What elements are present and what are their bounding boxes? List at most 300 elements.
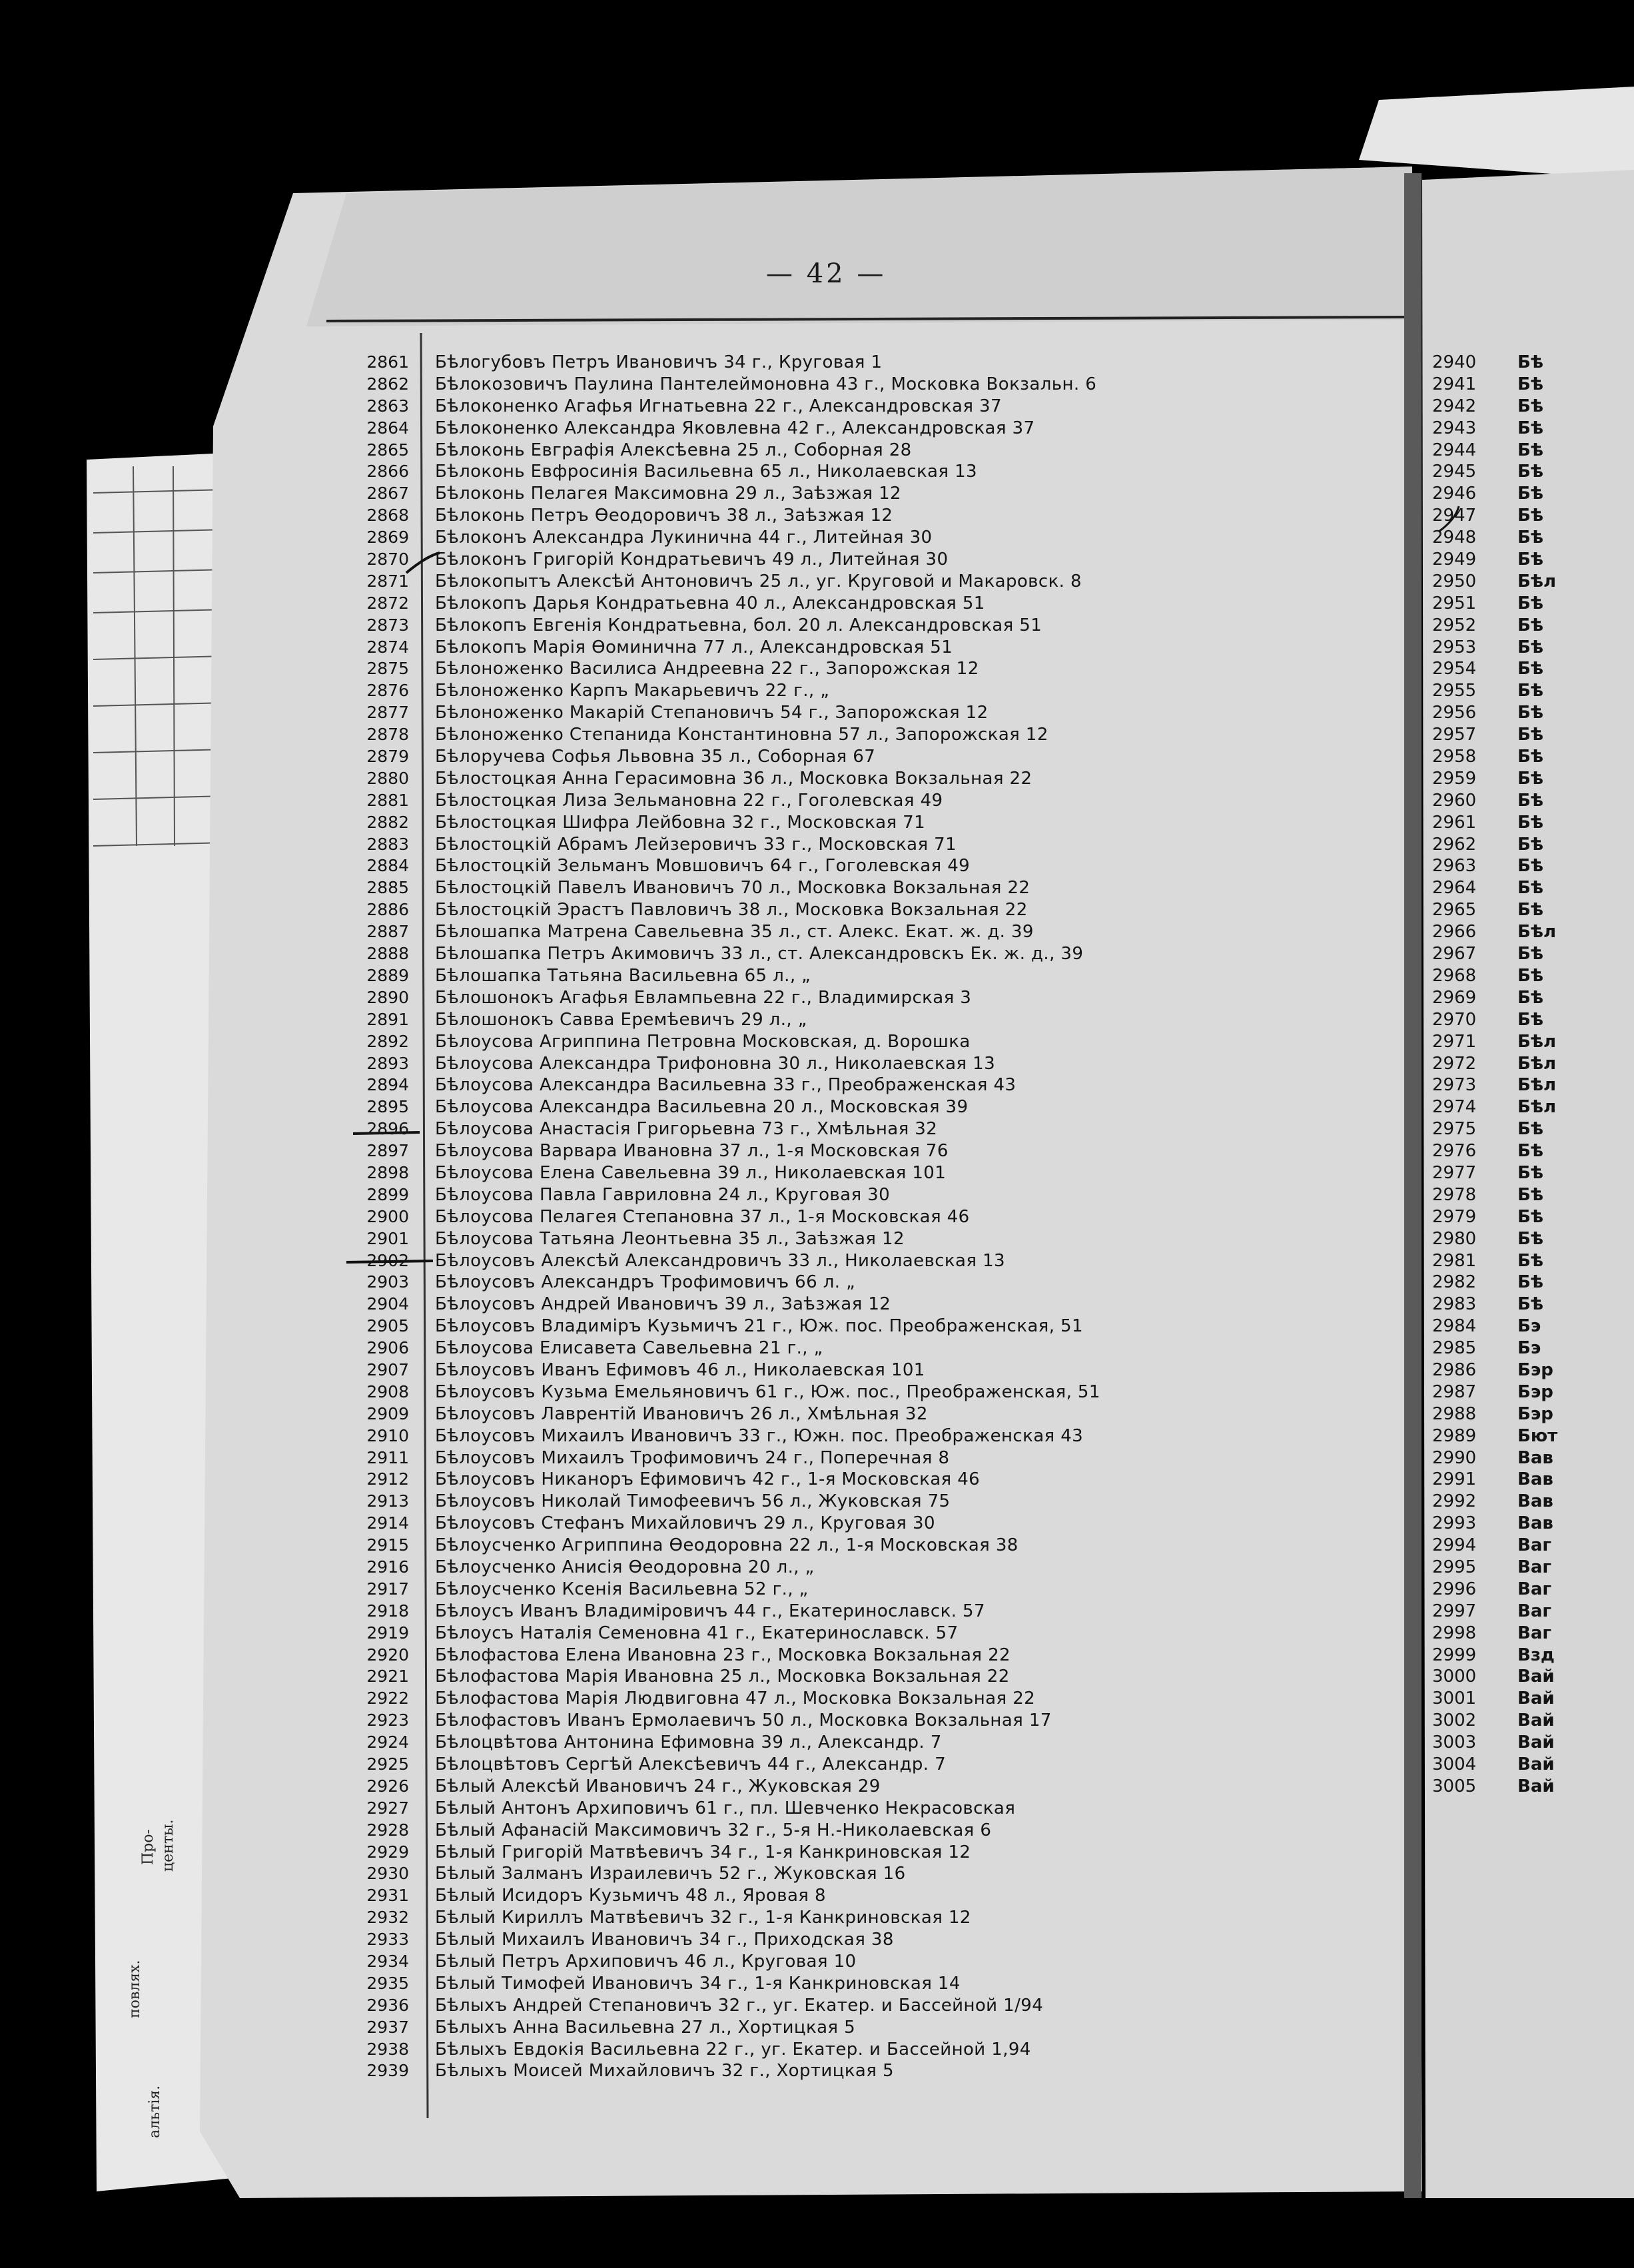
adjacent-entry-number: 2962 bbox=[1432, 834, 1477, 855]
adjacent-entry-text: Бэр bbox=[1517, 1359, 1553, 1380]
entry-text: Бѣлоусовъ Алексѣй Александровичъ 33 л., Николаевская 13 bbox=[435, 1250, 1005, 1271]
entry-text: Бѣлоконенко Агафья Игнатьевна 22 г., Александровская 37 bbox=[435, 396, 1002, 416]
adjacent-entry-number: 2987 bbox=[1432, 1381, 1477, 1402]
adjacent-entry-text: Вав bbox=[1517, 1447, 1553, 1468]
entry-number: 2881 bbox=[366, 790, 409, 810]
adjacent-entry-number: 2946 bbox=[1432, 484, 1477, 504]
entry-number: 2917 bbox=[366, 1579, 409, 1599]
adjacent-entry-number: 2954 bbox=[1432, 659, 1477, 679]
left-strip-label: повлях. bbox=[127, 1960, 143, 2018]
adjacent-entry-text: Бѣл bbox=[1517, 1053, 1556, 1074]
adjacent-entry bbox=[1432, 1403, 1592, 1425]
entry-number: 2867 bbox=[366, 484, 409, 504]
adjacent-entry-number: 2979 bbox=[1432, 1206, 1477, 1227]
entry-number: 2937 bbox=[366, 2017, 409, 2037]
adjacent-entry bbox=[1432, 1732, 1592, 1754]
entry-text: Бѣлоусовъ Лаврентій Ивановичъ 26 л., Хмѣльная 32 bbox=[435, 1403, 928, 1424]
adjacent-entry-number: 2958 bbox=[1432, 747, 1477, 767]
adjacent-entry-text: Бѣ bbox=[1517, 944, 1543, 964]
adjacent-entry-text: Вай bbox=[1517, 1689, 1555, 1709]
adjacent-entry bbox=[1432, 1666, 1592, 1688]
entry-number: 2892 bbox=[366, 1031, 409, 1051]
entry-text: Бѣлофастова Марія Ивановна 25 л., Московка Вокзальная 22 bbox=[435, 1667, 1010, 1687]
entry-number: 2921 bbox=[366, 1667, 409, 1687]
adjacent-entry-text: Бѣ bbox=[1517, 681, 1543, 701]
entry-number: 2884 bbox=[366, 856, 409, 876]
entry-number: 2915 bbox=[366, 1535, 409, 1555]
adjacent-entry-number: 3002 bbox=[1432, 1710, 1477, 1731]
entry-text: Бѣлоусова Пелагея Степановна 37 л., 1-я Московская 46 bbox=[435, 1206, 970, 1227]
entry-text: Бѣлоручева Софья Львовна 35 л., Соборная 67 bbox=[435, 747, 876, 767]
adjacent-entry-number: 2943 bbox=[1432, 418, 1477, 438]
entry-number: 2906 bbox=[366, 1338, 409, 1358]
adjacent-entry-text: Бѣ bbox=[1517, 1009, 1543, 1030]
adjacent-entry-number: 2941 bbox=[1432, 374, 1477, 394]
entry-number: 2920 bbox=[366, 1645, 409, 1665]
entry-text: Бѣлый Петръ Архиповичъ 46 л., Круговая 10 bbox=[435, 1952, 857, 1972]
entry-number: 2903 bbox=[366, 1272, 409, 1292]
adjacent-entry bbox=[1432, 1645, 1592, 1667]
adjacent-entry bbox=[1432, 921, 1592, 943]
entry-text: Бѣлошонокъ Агафья Евлампьевна 22 г., Владимирская 3 bbox=[435, 987, 972, 1008]
entry-text: Бѣлоноженко Макарій Степановичъ 54 г., Запорожская 12 bbox=[435, 703, 989, 723]
entry-text: Бѣлоконъ Григорій Кондратьевичъ 49 л., Литейная 30 bbox=[435, 550, 949, 570]
entry-number: 2887 bbox=[366, 922, 409, 942]
adjacent-entry bbox=[1432, 1535, 1592, 1557]
entry-number: 2876 bbox=[366, 681, 409, 701]
entry-number: 2904 bbox=[366, 1294, 409, 1314]
adjacent-entry-text: Бѣ bbox=[1517, 418, 1543, 438]
adjacent-entry-text: Бэ bbox=[1517, 1316, 1541, 1337]
entry-number: 2890 bbox=[366, 987, 409, 1007]
entry-number: 2909 bbox=[366, 1403, 409, 1423]
entry-number: 2871 bbox=[366, 571, 409, 591]
entry-text: Бѣлостоцкій Зельманъ Мовшовичъ 64 г., Гоголевская 49 bbox=[435, 856, 971, 877]
adjacent-entry-text: Бѣ bbox=[1517, 725, 1543, 745]
adjacent-entry-text: Вай bbox=[1517, 1667, 1555, 1687]
adjacent-entry-text: Бѣ bbox=[1517, 834, 1543, 855]
entry-number: 2910 bbox=[366, 1425, 409, 1445]
entry-number: 2861 bbox=[366, 352, 409, 372]
adjacent-entry-number: 3004 bbox=[1432, 1754, 1477, 1774]
adjacent-entry bbox=[1432, 615, 1592, 637]
entry-number: 2916 bbox=[366, 1557, 409, 1577]
adjacent-entry-text: Вав bbox=[1517, 1491, 1553, 1512]
adjacent-entry-text: Бѣ bbox=[1517, 747, 1543, 767]
adjacent-entry-number: 2982 bbox=[1432, 1272, 1477, 1293]
adjacent-entry-number: 2976 bbox=[1432, 1141, 1477, 1162]
entry-text: Бѣлоусовъ Владиміръ Кузьмичъ 21 г., Юж. пос. Преображенская, 51 bbox=[435, 1316, 1083, 1337]
entry-text: Бѣлоконенко Александра Яковлевна 42 г., Александровская 37 bbox=[435, 418, 1035, 438]
entry-number: 2882 bbox=[366, 812, 409, 832]
adjacent-entry-text: Бѣ bbox=[1517, 965, 1543, 986]
adjacent-entry-text: Бѣ bbox=[1517, 900, 1543, 921]
left-strip-labels bbox=[120, 1738, 177, 2138]
adjacent-entry-number: 2981 bbox=[1432, 1250, 1477, 1271]
adjacent-entry-number: 2978 bbox=[1432, 1184, 1477, 1205]
entry-number: 2907 bbox=[366, 1359, 409, 1379]
adjacent-entry-text: Бѣ bbox=[1517, 352, 1543, 372]
adjacent-entry bbox=[1432, 1096, 1592, 1118]
entry-text: Бѣлоусова Александра Трифоновна 30 л., Николаевская 13 bbox=[435, 1053, 996, 1074]
entry-text: Бѣлоноженко Карпъ Макарьевичъ 22 г., „ bbox=[435, 681, 830, 701]
adjacent-entry-number: 2997 bbox=[1432, 1601, 1477, 1621]
adjacent-entry bbox=[1432, 1272, 1592, 1294]
adjacent-entry-text: Бѣ bbox=[1517, 462, 1543, 482]
entry-number: 2908 bbox=[366, 1381, 409, 1401]
adjacent-entry-text: Бѣ bbox=[1517, 703, 1543, 723]
adjacent-entry-text: Бѣ bbox=[1517, 768, 1543, 789]
entry-text: Бѣлый Григорій Матвѣевичъ 34 г., 1-я Канкриновская 12 bbox=[435, 1842, 971, 1862]
adjacent-entry-number: 2991 bbox=[1432, 1469, 1477, 1490]
entry-number: 2922 bbox=[366, 1689, 409, 1708]
adjacent-entry-number: 2989 bbox=[1432, 1425, 1477, 1446]
entry-number: 2895 bbox=[366, 1097, 409, 1117]
adjacent-entry-number: 2985 bbox=[1432, 1338, 1477, 1359]
adjacent-entry bbox=[1432, 1710, 1592, 1732]
adjacent-entry-number: 2973 bbox=[1432, 1075, 1477, 1096]
entry-text: Бѣлоконь Пелагея Максимовна 29 л., Заѣзжая 12 bbox=[435, 484, 901, 504]
page-number: — 42 — bbox=[766, 258, 887, 289]
entry-text: Бѣлостоцкій Абрамъ Лейзеровичъ 33 г., Московская 71 bbox=[435, 834, 957, 855]
entry-number: 2879 bbox=[366, 747, 409, 767]
adjacent-entry-number: 3003 bbox=[1432, 1732, 1477, 1753]
adjacent-entry bbox=[1432, 1294, 1592, 1316]
entry-text: Бѣлоусова Александра Васильевна 33 г., Преображенская 43 bbox=[435, 1075, 1017, 1096]
adjacent-entry-text: Бѣ bbox=[1517, 1250, 1543, 1271]
entry-text: Бѣлоусовъ Иванъ Ефимовъ 46 л., Николаевская 101 bbox=[435, 1359, 925, 1380]
adjacent-entry-text: Бѣ bbox=[1517, 1184, 1543, 1205]
entry-text: Бѣлоусова Александра Васильевна 20 л., Московская 39 bbox=[435, 1097, 969, 1118]
adjacent-entry-number: 2996 bbox=[1432, 1579, 1477, 1599]
entry-text: Бѣлоцвѣтова Антонина Ефимовна 39 л., Александр. 7 bbox=[435, 1732, 942, 1753]
entry-text: Бѣлоусовъ Никаноръ Ефимовичъ 42 г., 1-я Московская 46 bbox=[435, 1469, 981, 1490]
adjacent-entry-text: Бѣ bbox=[1517, 790, 1543, 811]
adjacent-entry bbox=[1432, 1601, 1592, 1623]
adjacent-entry bbox=[1432, 571, 1592, 593]
entry-text: Бѣлоусова Елена Савельевна 39 л., Николаевская 101 bbox=[435, 1162, 947, 1183]
entry-text: Бѣлый Тимофей Ивановичъ 34 г., 1-я Канкриновская 14 bbox=[435, 1973, 961, 1994]
entry-number: 2926 bbox=[366, 1776, 409, 1796]
adjacent-entry-text: Бѣ bbox=[1517, 396, 1543, 416]
adjacent-entry bbox=[1432, 1074, 1592, 1096]
adjacent-entry-text: Ваг bbox=[1517, 1601, 1551, 1621]
adjacent-entry-number: 2984 bbox=[1432, 1316, 1477, 1337]
entry-number: 2930 bbox=[366, 1864, 409, 1884]
entry-number: 2872 bbox=[366, 593, 409, 613]
adjacent-entry-number: 2993 bbox=[1432, 1513, 1477, 1534]
adjacent-entry-text: Бэр bbox=[1517, 1403, 1553, 1424]
adjacent-entry bbox=[1432, 834, 1592, 856]
adjacent-entry-number: 2947 bbox=[1432, 506, 1477, 526]
entry-text: Бѣлыхъ Андрей Степановичъ 32 г., уг. Екатер. и Бассейной 1/94 bbox=[435, 1995, 1044, 2016]
left-strip-label: альтія. bbox=[147, 2085, 163, 2138]
adjacent-entry bbox=[1432, 1359, 1592, 1381]
entry-text: Бѣлошонокъ Савва Еремѣевичъ 29 л., „ bbox=[435, 1009, 807, 1030]
entry-text: Бѣлогубовъ Петръ Ивановичъ 34 г., Круговая 1 bbox=[435, 352, 883, 372]
adjacent-entry bbox=[1432, 637, 1592, 659]
entry-text: Бѣлоусовъ Стефанъ Михайловичъ 29 л., Круговая 30 bbox=[435, 1513, 935, 1534]
binding-gutter bbox=[1404, 173, 1422, 2198]
page-top-shadow bbox=[306, 167, 1412, 326]
entry-number: 2929 bbox=[366, 1842, 409, 1862]
adjacent-entry-number: 2977 bbox=[1432, 1162, 1477, 1183]
adjacent-entry-text: Бѣ bbox=[1517, 484, 1543, 504]
entry-number: 2931 bbox=[366, 1886, 409, 1906]
left-strip-label: Про- bbox=[140, 1829, 157, 1865]
adjacent-entry bbox=[1432, 1316, 1592, 1337]
adjacent-entry-number: 2972 bbox=[1432, 1053, 1477, 1074]
entry-number: 2923 bbox=[366, 1710, 409, 1730]
entry-text: Бѣлый Залманъ Израилевичъ 52 г., Жуковская 16 bbox=[435, 1864, 906, 1884]
adjacent-entry-text: Бѣл bbox=[1517, 922, 1556, 943]
adjacent-entry-number: 2961 bbox=[1432, 812, 1477, 833]
adjacent-entry bbox=[1432, 1513, 1592, 1535]
adjacent-entry bbox=[1432, 549, 1592, 571]
entry-text: Бѣлокозовичъ Паулина Пантелеймоновна 43 г., Московка Вокзальн. 6 bbox=[435, 374, 1097, 394]
adjacent-entry bbox=[1432, 702, 1592, 724]
adjacent-entry bbox=[1432, 461, 1592, 483]
adjacent-entry-text: Вай bbox=[1517, 1754, 1555, 1774]
entry-text: Бѣлый Исидоръ Кузьмичъ 48 л., Яровая 8 bbox=[435, 1886, 826, 1906]
entry-number: 2862 bbox=[366, 374, 409, 394]
entry-text: Бѣлоноженко Василиса Андреевна 22 г., Запорожская 12 bbox=[435, 659, 979, 679]
adjacent-entry bbox=[1432, 1776, 1592, 1798]
adjacent-entry-number: 2960 bbox=[1432, 790, 1477, 811]
entry-number: 2932 bbox=[366, 1908, 409, 1928]
entry-number: 2912 bbox=[366, 1469, 409, 1489]
entry-number: 2938 bbox=[366, 2039, 409, 2059]
entry-number: 2913 bbox=[366, 1491, 409, 1511]
adjacent-entry bbox=[1432, 1381, 1592, 1403]
entry-number: 2935 bbox=[366, 1973, 409, 1993]
entry-text: Бѣлый Кириллъ Матвѣевичъ 32 г., 1-я Канкриновская 12 bbox=[435, 1908, 971, 1928]
entry-number: 2870 bbox=[366, 550, 409, 569]
paper-scrap bbox=[1359, 87, 1634, 180]
entry-number: 2869 bbox=[366, 528, 409, 548]
adjacent-entry bbox=[1432, 1206, 1592, 1228]
adjacent-entry bbox=[1432, 1491, 1592, 1513]
adjacent-entry bbox=[1432, 1447, 1592, 1469]
entry-text: Бѣлофастова Елена Ивановна 23 г., Московка Вокзальная 22 bbox=[435, 1645, 1011, 1665]
adjacent-entry-number: 2992 bbox=[1432, 1491, 1477, 1512]
adjacent-entry-text: Бѣ bbox=[1517, 1228, 1543, 1249]
entry-number: 2900 bbox=[366, 1206, 409, 1226]
adjacent-entry-number: 2949 bbox=[1432, 550, 1477, 570]
entry-text: Бѣлоусченко Анисія Өеодоровна 20 л., „ bbox=[435, 1557, 815, 1577]
entry-text: Бѣлый Михаилъ Ивановичъ 34 г., Приходская 38 bbox=[435, 1930, 894, 1950]
entry-text: Бѣлоусъ Иванъ Владиміровичъ 44 г., Екатеринославск. 57 bbox=[435, 1601, 985, 1621]
adjacent-entry bbox=[1432, 418, 1592, 440]
adjacent-entry-text: Бѣ bbox=[1517, 812, 1543, 833]
adjacent-entry bbox=[1432, 1754, 1592, 1776]
entry-number: 2880 bbox=[366, 768, 409, 788]
entry-number: 2898 bbox=[366, 1162, 409, 1182]
adjacent-entry bbox=[1432, 746, 1592, 768]
adjacent-entry-text: Вав bbox=[1517, 1513, 1553, 1534]
adjacent-entry-number: 2951 bbox=[1432, 593, 1477, 613]
adjacent-entry-number: 2967 bbox=[1432, 944, 1477, 964]
adjacent-entry bbox=[1432, 943, 1592, 965]
entry-text: Бѣлошапка Петръ Акимовичъ 33 л., ст. Александровскъ Ек. ж. д., 39 bbox=[435, 944, 1084, 964]
adjacent-entry bbox=[1432, 1184, 1592, 1206]
entry-text: Бѣлоусъ Наталія Семеновна 41 г., Екатеринославск. 57 bbox=[435, 1623, 959, 1643]
entry-text: Бѣлофастова Марія Людвиговна 47 л., Московка Вокзальная 22 bbox=[435, 1689, 1036, 1709]
entry-number: 2914 bbox=[366, 1513, 409, 1533]
adjacent-entry-number: 2999 bbox=[1432, 1645, 1477, 1665]
adjacent-entry-number: 2975 bbox=[1432, 1119, 1477, 1140]
adjacent-entry-text: Бѣл bbox=[1517, 1031, 1556, 1052]
adjacent-entry bbox=[1432, 987, 1592, 1009]
adjacent-entry-number: 2944 bbox=[1432, 440, 1477, 460]
adjacent-entry-text: Бѣл bbox=[1517, 571, 1556, 591]
entry-number: 2888 bbox=[366, 944, 409, 964]
adjacent-entry-number: 2986 bbox=[1432, 1359, 1477, 1380]
adjacent-entry-number: 3005 bbox=[1432, 1776, 1477, 1796]
adjacent-entry-number: 2969 bbox=[1432, 987, 1477, 1008]
entry-number: 2885 bbox=[366, 878, 409, 898]
adjacent-entry-text: Бѣ bbox=[1517, 637, 1543, 657]
adjacent-entry bbox=[1432, 1425, 1592, 1447]
adjacent-entry bbox=[1432, 440, 1592, 462]
adjacent-entry-text: Взд bbox=[1517, 1645, 1555, 1665]
left-strip-label: центы. bbox=[160, 1819, 177, 1872]
entry-text: Бѣлоконь Евграфія Алексѣевна 25 л., Соборная 28 bbox=[435, 440, 912, 460]
entry-number: 2911 bbox=[366, 1447, 409, 1467]
entry-text: Бѣлоусова Варвара Ивановна 37 л., 1-я Московская 76 bbox=[435, 1141, 949, 1162]
adjacent-entry bbox=[1432, 1250, 1592, 1272]
adjacent-entry bbox=[1432, 965, 1592, 987]
entry-text: Бѣлоусовъ Михаилъ Ивановичъ 33 г., Южн. пос. Преображенская 43 bbox=[435, 1425, 1084, 1446]
adjacent-entry-number: 2994 bbox=[1432, 1535, 1477, 1556]
adjacent-entry-text: Бѣ bbox=[1517, 856, 1543, 877]
adjacent-entry bbox=[1432, 1688, 1592, 1710]
entry-text: Бѣлый Антонъ Архиповичъ 61 г., пл. Шевченко Некрасовская bbox=[435, 1798, 1016, 1818]
adjacent-entry-text: Бѣ bbox=[1517, 1294, 1543, 1315]
entry-number: 2919 bbox=[366, 1623, 409, 1643]
entry-number-column bbox=[346, 352, 413, 2082]
entry-number: 2899 bbox=[366, 1184, 409, 1204]
entry-text: Бѣлый Афанасій Максимовичъ 32 г., 5-я Н.-Николаевская 6 bbox=[435, 1820, 992, 1840]
adjacent-entry-number: 2964 bbox=[1432, 878, 1477, 899]
entry-text: Бѣлошапка Матрена Савельевна 35 л., ст. Алекс. Екат. ж. д. 39 bbox=[435, 922, 1034, 943]
adjacent-entry-text: Бѣ bbox=[1517, 987, 1543, 1008]
adjacent-page-column bbox=[1432, 352, 1592, 1798]
entry-number: 2902 bbox=[366, 1250, 409, 1270]
entry-text: Бѣлокопъ Дарья Кондратьевна 40 л., Александровская 51 bbox=[435, 593, 985, 613]
adjacent-entry bbox=[1432, 374, 1592, 396]
adjacent-entry-number: 2990 bbox=[1432, 1447, 1477, 1468]
entry-text: Бѣлоусова Анастасія Григорьевна 73 г., Хмѣльная 32 bbox=[435, 1119, 938, 1140]
adjacent-entry bbox=[1432, 1228, 1592, 1250]
adjacent-entry-text: Бѣ bbox=[1517, 550, 1543, 570]
adjacent-entry bbox=[1432, 1557, 1592, 1579]
entry-number: 2927 bbox=[366, 1798, 409, 1818]
adjacent-entry bbox=[1432, 483, 1592, 505]
adjacent-entry-number: 2950 bbox=[1432, 571, 1477, 591]
entry-number: 2933 bbox=[366, 1930, 409, 1950]
adjacent-entry bbox=[1432, 1031, 1592, 1053]
entry-number: 2873 bbox=[366, 615, 409, 635]
entry-number: 2883 bbox=[366, 834, 409, 854]
entry-number: 2928 bbox=[366, 1820, 409, 1840]
entry-text: Бѣлокопытъ Алексѣй Антоновичъ 25 л., уг. Круговой и Макаровск. 8 bbox=[435, 571, 1082, 591]
entry-number: 2894 bbox=[366, 1075, 409, 1095]
adjacent-entry-text: Бѣ bbox=[1517, 878, 1543, 899]
adjacent-entry bbox=[1432, 505, 1592, 527]
entry-number: 2864 bbox=[366, 418, 409, 438]
adjacent-entry bbox=[1432, 658, 1592, 680]
adjacent-entry-number: 2963 bbox=[1432, 856, 1477, 877]
entry-number: 2866 bbox=[366, 462, 409, 482]
entry-number: 2875 bbox=[366, 659, 409, 679]
adjacent-entry bbox=[1432, 680, 1592, 702]
entry-number: 2874 bbox=[366, 637, 409, 657]
adjacent-entry-number: 2995 bbox=[1432, 1557, 1477, 1577]
adjacent-entry-text: Бѣ bbox=[1517, 440, 1543, 460]
adjacent-entry-text: Бѣ bbox=[1517, 659, 1543, 679]
entry-number: 2868 bbox=[366, 506, 409, 526]
entry-text: Бѣлостоцкая Шифра Лейбовна 32 г., Московская 71 bbox=[435, 812, 926, 833]
entry-text: Бѣлостоцкая Лиза Зельмановна 22 г., Гоголевская 49 bbox=[435, 790, 943, 811]
entry-text: Бѣлоноженко Степанида Константиновна 57 л., Запорожская 12 bbox=[435, 725, 1048, 745]
entry-text: Бѣлоусовъ Александръ Трофимовичъ 66 л. „ bbox=[435, 1272, 855, 1293]
adjacent-entry-number: 3000 bbox=[1432, 1667, 1477, 1687]
adjacent-entry bbox=[1432, 790, 1592, 812]
entry-text: Бѣлостоцкій Павелъ Ивановичъ 70 л., Московка Вокзальная 22 bbox=[435, 878, 1030, 899]
adjacent-entry-number: 2965 bbox=[1432, 900, 1477, 921]
adjacent-entry-text: Бэр bbox=[1517, 1381, 1553, 1402]
entry-text: Бѣлыхъ Евдокія Васильевна 22 г., уг. Екатер. и Бассейной 1,94 bbox=[435, 2039, 1031, 2060]
adjacent-entry bbox=[1432, 1579, 1592, 1601]
entry-number: 2877 bbox=[366, 703, 409, 723]
adjacent-entry-text: Ваг bbox=[1517, 1623, 1551, 1643]
adjacent-entry-number: 2955 bbox=[1432, 681, 1477, 701]
entry-text: Бѣлоусовъ Николай Тимофеевичъ 56 л., Жуковская 75 bbox=[435, 1491, 951, 1512]
adjacent-entry-text: Бѣ bbox=[1517, 1272, 1543, 1293]
entry-text: Бѣлоусова Татьяна Леонтьевна 35 л., Заѣзжая 12 bbox=[435, 1228, 905, 1249]
adjacent-entry bbox=[1432, 724, 1592, 746]
entry-text: Бѣлоусовъ Андрей Ивановичъ 39 л., Заѣзжая 12 bbox=[435, 1294, 891, 1315]
entry-text: Бѣлыхъ Анна Васильевна 27 л., Хортицкая 5 bbox=[435, 2017, 856, 2038]
entry-number: 2886 bbox=[366, 900, 409, 920]
adjacent-entry-number: 2980 bbox=[1432, 1228, 1477, 1249]
adjacent-entry bbox=[1432, 1053, 1592, 1075]
adjacent-entry-text: Вай bbox=[1517, 1710, 1555, 1731]
entry-text-column bbox=[435, 352, 1401, 2082]
adjacent-entry-number: 2959 bbox=[1432, 768, 1477, 789]
entry-text: Бѣлоцвѣтовъ Сергѣй Алексѣевичъ 44 г., Александр. 7 bbox=[435, 1754, 947, 1774]
adjacent-entry bbox=[1432, 899, 1592, 921]
adjacent-entry-text: Ваг bbox=[1517, 1535, 1551, 1556]
adjacent-entry-text: Бѣ bbox=[1517, 615, 1543, 635]
adjacent-entry-text: Бѣл bbox=[1517, 1075, 1556, 1096]
entry-number: 2924 bbox=[366, 1732, 409, 1752]
entry-number: 2897 bbox=[366, 1141, 409, 1161]
entry-text: Бѣлокопъ Евгенія Кондратьевна, бол. 20 л. Александровская 51 bbox=[435, 615, 1042, 635]
adjacent-entry bbox=[1432, 396, 1592, 418]
entry-text: Бѣлокопъ Марія Өоминична 77 л., Александровская 51 bbox=[435, 637, 953, 657]
adjacent-entry-number: 2945 bbox=[1432, 462, 1477, 482]
entry-number: 2896 bbox=[366, 1119, 409, 1139]
adjacent-entry-number: 2971 bbox=[1432, 1031, 1477, 1052]
entry-number: 2863 bbox=[366, 396, 409, 416]
entry-number: 2925 bbox=[366, 1754, 409, 1774]
adjacent-entry-number: 2957 bbox=[1432, 725, 1477, 745]
adjacent-entry-number: 3001 bbox=[1432, 1689, 1477, 1709]
entry-text: Бѣлофастовъ Иванъ Ермолаевичъ 50 л., Московка Вокзальная 17 bbox=[435, 1710, 1052, 1731]
entry-text: Бѣлоусченко Ксенія Васильевна 52 г., „ bbox=[435, 1579, 809, 1599]
